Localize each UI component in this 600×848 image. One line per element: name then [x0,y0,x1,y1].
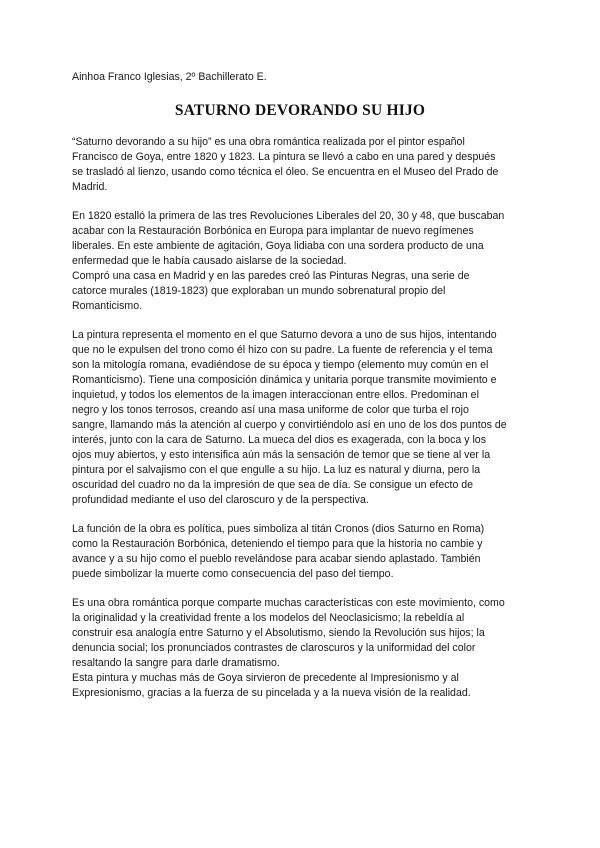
text-line: denuncia social; los pronunciados contrastes de claroscuros y la uniformidad del color [72,642,476,654]
paragraph-context [72,209,528,314]
text-line: la originalidad y la creatividad frente a los modelos del Neoclasicismo; la rebeldía al [72,612,465,624]
text-line: Expresionismo, gracias a la fuerza de su pincelada y a la nueva visión de la realidad. [72,687,471,699]
text-line: inquietud, y todos los elementos de la imagen interaccionan entre ellos. Predominan el [72,389,479,401]
text-line: Romanticismo. [72,300,143,312]
text-line: La función de la obra es política, pues simboliza al titán Cronos (dios Saturno en Roma) [72,523,485,535]
text-line: interés, junto con la cara de Saturno. La mueca del dios es exagerada, con la boca y los [72,434,486,446]
text-line: resaltando la sangre para darle dramatismo. [72,657,280,669]
text-line: profundidad mediante el uso del claroscuro y de la perspectiva. [72,494,369,506]
text-line: Romanticismo). Tiene una composición dinámica y unitaria porque transmite movimiento e [72,374,497,386]
author-line: Ainhoa Franco Iglesias, 2º Bachillerato E. [72,71,267,83]
text-line: Compró una casa en Madrid y en las paredes creó las Pinturas Negras, una serie de [72,270,470,282]
text-line: liberales. En este ambiente de agitación, Goya lidiaba con una sordera producto de una [72,240,484,252]
text-line: acabar con la Restauración Borbónica en Europa para implantar de nuevo regímenes [72,225,474,237]
text-line: En 1820 estalló la primera de las tres Revoluciones Liberales del 20, 30 y 48, que buscaban [72,210,505,222]
text-line: avance y a su hijo como el pueblo revelándose para acabar siendo aplastado. También [72,553,481,565]
text-line: como la Restauración Borbónica, deteniendo el tiempo para que la historia no cambie y [72,538,483,550]
text-line: son la mitología romana, evadiéndose de su época y tiempo (elemento muy común en el [72,359,489,371]
text-line: Francisco de Goya, entre 1820 y 1823. La pintura se llevó a cabo en una pared y después [72,151,496,163]
paragraph-romanticism [72,596,528,701]
text-line: construir esa analogía entre Saturno y el Absolutismo, siendo la Revolución sus hijos; la [72,627,485,639]
text-line: se trasladó al lienzo, usando como técnica el óleo. Se encuentra en el Museo del Prado de [72,166,499,178]
text-line: puede simbolizar la muerte como consecuencia del paso del tiempo. [72,568,394,580]
text-line: Es una obra romántica porque comparte muchas características con este movimiento, como [72,597,505,609]
text-line: “Saturno devorando a su hijo” es una obra romántica realizada por el pintor español [72,136,465,148]
text-line: que no le expulsen del trono como él hizo con su padre. La fuente de referencia y el tema [72,344,493,356]
text-line: catorce murales (1819-1823) que exploraban un mundo sobrenatural propio del [72,285,446,297]
paragraph-function [72,522,528,582]
text-line: Madrid. [72,181,108,193]
text-line: sangre, llamando más la atención al cuerpo y convirtiéndolo así en uno de los dos puntos de [72,419,507,431]
text-line: Esta pintura y muchas más de Goya sirvieron de precedente al Impresionismo y al [72,672,459,684]
paragraph-intro [72,135,528,195]
paragraph-analysis [72,328,528,508]
text-line: oscuridad del cuadro no da la impresión de que sea de día. Se consigue un efecto de [72,479,474,491]
text-line: negro y los tonos terrosos, creando así una masa uniforme de color que turba el rojo [72,404,469,416]
text-line: ojos muy abiertos, y esto intensifica aún más la sensación de temor que se tiene al ver la [72,449,491,461]
document-title: SATURNO DEVORANDO SU HIJO [174,102,426,119]
text-line: pintura por el salvajismo con el que engulle a su hijo. La luz es natural y diurna, pero la [72,464,481,476]
text-line: enfermedad que le había causado aislarse de la sociedad. [72,255,347,267]
text-line: La pintura representa el momento en el que Saturno devora a uno de sus hijos, intentando [72,329,497,341]
